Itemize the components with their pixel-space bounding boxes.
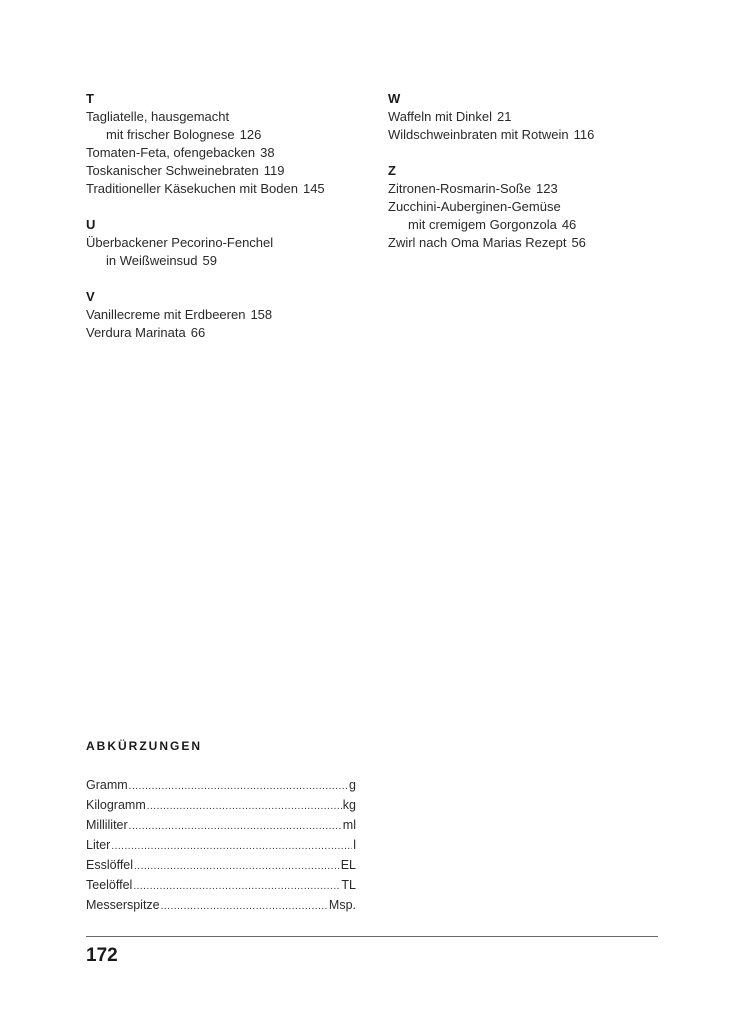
dot-leader <box>147 798 342 816</box>
abbreviation-term: Teelöffel <box>86 878 133 892</box>
index-letter-heading: Z <box>388 163 396 178</box>
dot-leader <box>134 858 340 876</box>
abbreviation-row <box>86 856 356 876</box>
index-entry-subtitle: mit cremigem Gorgonzola <box>408 217 557 232</box>
index-entry <box>86 162 376 180</box>
abbreviation-short: Msp. <box>328 898 356 912</box>
index-entry <box>86 108 376 144</box>
index-entry <box>86 324 376 342</box>
index-entry-title: Überbackener Pecorino-Fenchel <box>86 235 274 250</box>
abbreviation-row <box>86 896 356 916</box>
index-section <box>86 216 376 270</box>
index-entry-page: 119 <box>263 163 285 178</box>
index-entry-page: 38 <box>260 145 275 160</box>
index-letter-heading: U <box>86 217 96 232</box>
abbreviation-row <box>86 876 356 896</box>
abbreviation-term: Gramm <box>86 778 128 792</box>
index-column-right <box>388 90 688 270</box>
dot-leader <box>129 818 342 836</box>
index-entry-title: Tagliatelle, hausgemacht <box>86 109 230 124</box>
index-entry-page: 116 <box>573 127 595 142</box>
index-entry-title: Wildschweinbraten mit Rotwein <box>388 127 569 142</box>
index-entry-title: Zitronen-Rosmarin-Soße <box>388 181 532 196</box>
footer-divider <box>86 936 658 937</box>
index-section <box>86 288 376 342</box>
abbreviation-row <box>86 836 356 856</box>
dot-leader <box>133 878 340 896</box>
abbreviation-short: g <box>349 778 356 792</box>
index-entry-page: 66 <box>190 325 206 340</box>
index-section <box>388 162 688 252</box>
index-entry-title: Zucchini-Auberginen-Gemüse <box>388 199 561 214</box>
abbreviation-term: Liter <box>86 838 111 852</box>
index-entry-page: 158 <box>250 307 273 322</box>
abbreviation-term: Kilogramm <box>86 798 146 812</box>
dot-leader <box>111 838 352 856</box>
index-entry-subtitle-line <box>388 216 688 234</box>
index-entry-page: 56 <box>571 235 586 250</box>
abbreviations-list <box>86 776 356 916</box>
page-number: 172 <box>86 945 118 966</box>
abbreviation-short: kg <box>342 798 356 812</box>
index-column-left <box>86 90 376 360</box>
abbreviation-term: Milliliter <box>86 818 128 832</box>
dot-leader <box>161 898 328 916</box>
index-entry-title: Vanillecreme mit Erdbeeren <box>86 307 246 322</box>
index-letter-heading: W <box>388 91 401 106</box>
dot-leader <box>129 778 348 796</box>
index-entry-page: 126 <box>239 127 262 142</box>
index-entry-title: Tomaten-Feta, ofengebacken <box>86 145 256 160</box>
index-entry-title: Traditioneller Käsekuchen mit Boden <box>86 181 298 196</box>
index-entry-subtitle: mit frischer Bolognese <box>106 127 235 142</box>
abbreviations-section <box>86 738 356 916</box>
index-entry <box>388 126 688 144</box>
abbreviation-term: Esslöffel <box>86 858 134 872</box>
index-entry-title: Toskanischer Schweinebraten <box>86 163 259 178</box>
abbreviation-term: Messerspitze <box>86 898 160 912</box>
index-letter-heading: T <box>86 91 94 106</box>
index-entry-title: Verdura Marinata <box>86 325 186 340</box>
index-letter-heading: V <box>86 289 95 304</box>
abbreviation-row <box>86 776 356 796</box>
index-entry-subtitle-line <box>86 252 376 270</box>
index-entry <box>86 180 376 198</box>
abbreviation-short: l <box>353 838 356 852</box>
abbreviation-short: TL <box>341 878 356 892</box>
index-entry-subtitle-line <box>86 126 376 144</box>
abbreviation-short: ml <box>342 818 356 832</box>
index-entry <box>86 306 376 324</box>
index-entry-page: 145 <box>302 181 325 196</box>
index-entry-page: 46 <box>561 217 577 232</box>
abbreviation-row <box>86 816 356 836</box>
index-entry <box>86 144 376 162</box>
index-entry-title: Zwirl nach Oma Marias Rezept <box>388 235 567 250</box>
index-entry-page: 21 <box>497 109 512 124</box>
abbreviation-row <box>86 796 356 816</box>
abbreviation-short: EL <box>340 858 356 872</box>
index-entry <box>388 180 688 198</box>
index-entry-page: 123 <box>536 181 558 196</box>
index-entry-page: 59 <box>202 253 217 268</box>
index-section <box>86 90 376 198</box>
index-entry <box>388 108 688 126</box>
index-section <box>388 90 688 144</box>
index-entry-subtitle: in Weißweinsud <box>106 253 198 268</box>
index-entry <box>86 234 376 270</box>
index-entry <box>388 198 688 234</box>
abbreviations-title: ABKÜRZUNGEN <box>86 739 202 753</box>
index-entry <box>388 234 688 252</box>
index-entry-title: Waffeln mit Dinkel <box>388 109 493 124</box>
